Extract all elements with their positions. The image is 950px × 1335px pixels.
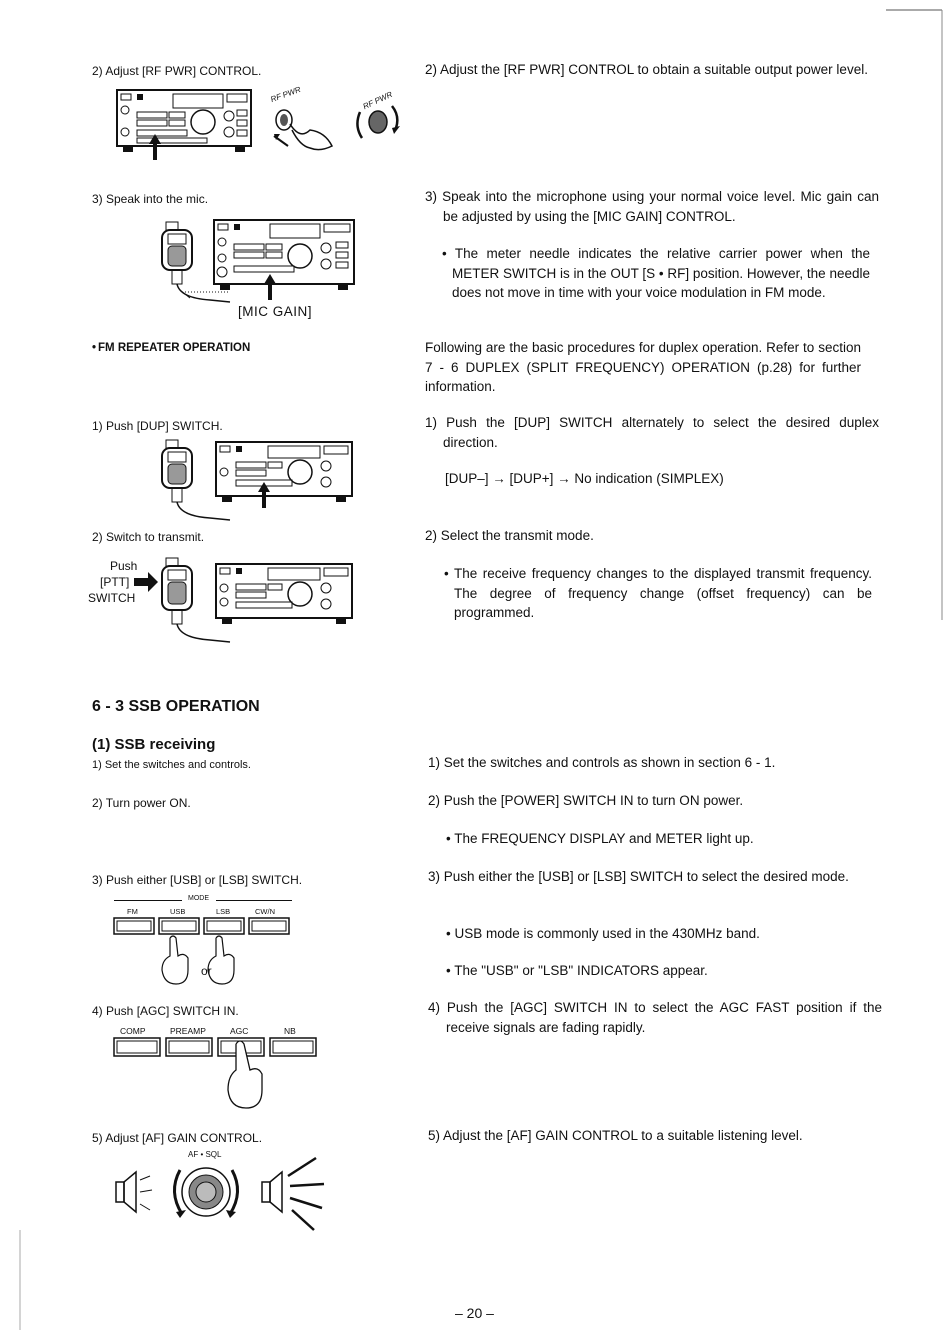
ssb-receiving-title: (1) SSB receiving (92, 736, 216, 753)
mic-step: 3) Speak into the mic. (92, 192, 209, 206)
ssb-step2-text: 2) Push the [POWER] SWITCH IN to turn ON power. (428, 793, 744, 808)
ssb-step5: 5) Adjust [AF] GAIN CONTROL. (92, 1131, 263, 1145)
rf-pwr-knob-label-1: RF PWR (269, 84, 302, 105)
agc-buttons-graphic (112, 1036, 322, 1116)
usb-bullet-text: USB mode is commonly used in the 430MHz band. (454, 926, 760, 941)
display-bullet (446, 829, 754, 849)
mode-label-cwn: CW/N (255, 907, 275, 916)
receive-bullet-text: The receive frequency changes to the displayed transmit frequency. The degree of frequency change (offset frequency) can be programmed. (453, 566, 872, 620)
ptt-radio-illustration (134, 558, 374, 648)
usb-bullet-dot: • (446, 926, 455, 941)
mode-title: MODE (188, 895, 209, 902)
ptt-label-ptt: [PTT] (100, 575, 130, 589)
dup-text: 1) Push the [DUP] SWITCH alternately to select the desired duplex direction. (425, 415, 879, 450)
duplex-intro: Following are the basic procedures for duplex operation. Refer to section 7 - 6 DUPLEX (SPLIT FREQUENCY) OPERATION (p.28) for further information. (425, 340, 861, 394)
ssb-section-title: 6 - 3 SSB OPERATION (92, 698, 260, 715)
ssb-step3-text: 3) Push either the [USB] or [LSB] SWITCH to select the desired mode. (428, 869, 849, 884)
ssb-step1: 1) Set the switches and controls. (92, 759, 251, 771)
dup-radio-illustration (160, 440, 360, 530)
indicator-bullet (446, 961, 708, 981)
af-knob-label: AF • SQL (188, 1150, 222, 1159)
mic-gain-label: [MIC GAIN] (238, 304, 313, 319)
meter-bullet-dot: • (442, 246, 455, 261)
agc-label-agc: AGC (230, 1026, 249, 1036)
rf-pwr-step: 2) Adjust [RF PWR] CONTROL. (92, 64, 262, 78)
radio-illustration-rf-pwr (115, 88, 255, 158)
transmit-step: 2) Switch to transmit. (92, 530, 205, 544)
mic-radio-illustration (160, 218, 360, 318)
page-number: – 20 – (455, 1305, 494, 1321)
hand-turning-knob-icon (270, 100, 340, 160)
display-bullet-text: The FREQUENCY DISPLAY and METER light up. (454, 831, 754, 846)
or-label: or (201, 964, 212, 978)
meter-bullet-text: The meter needle indicates the relative carrier power when the METER SWITCH is in the OUT [S • RF] position. However, the needle does not move in time with your voice modulation in FM mode. (452, 246, 870, 300)
ssb-step4: 4) Push [AGC] SWITCH IN. (92, 1004, 239, 1018)
receive-bullet-dot: • (444, 566, 454, 581)
ssb-step4-text: 4) Push the [AGC] SWITCH IN to select the AGC FAST position if the receive signals are fading rapidly. (428, 1000, 882, 1035)
mode-title-row (114, 895, 292, 905)
indicator-bullet-text: The "USB" or "LSB" INDICATORS appear. (454, 963, 708, 978)
meter-bullet (442, 244, 870, 303)
display-bullet-dot: • (446, 831, 455, 846)
transmit-text: 2) Select the transmit mode. (425, 528, 594, 543)
ssb-step3: 3) Push either [USB] or [LSB] SWITCH. (92, 873, 303, 887)
agc-label-comp: COMP (120, 1026, 146, 1036)
indicator-bullet-dot: • (446, 963, 455, 978)
af-gain-knob-illustration (110, 1158, 340, 1238)
mode-label-usb: USB (170, 907, 186, 916)
ssb-step5-text: 5) Adjust the [AF] GAIN CONTROL to a suitable listening level. (428, 1128, 803, 1143)
mode-label-fm: FM (127, 907, 138, 916)
receive-bullet (444, 564, 872, 623)
agc-label-nb: NB (284, 1026, 296, 1036)
ptt-label-push: Push (110, 559, 138, 573)
mode-label-lsb: LSB (216, 907, 231, 916)
mic-text: 3) Speak into the microphone using your normal voice level. Mic gain can be adjusted by using the [MIC GAIN] CONTROL. (425, 189, 879, 224)
agc-label-preamp: PREAMP (170, 1026, 206, 1036)
dup-sequence: [DUP–] → [DUP+] → No indication (SIMPLEX) (445, 471, 724, 486)
ptt-label-switch: SWITCH (88, 591, 136, 605)
rf-pwr-text: 2) Adjust the [RF PWR] CONTROL to obtain a suitable output power level. (425, 62, 868, 77)
rf-pwr-knob-label-2: RF PWR (361, 89, 394, 112)
dup-step: 1) Push [DUP] SWITCH. (92, 419, 223, 433)
ssb-step1-text: 1) Set the switches and controls as shown in section 6 - 1. (428, 755, 776, 770)
usb-bullet (446, 924, 760, 944)
ssb-step2: 2) Turn power ON. (92, 796, 191, 810)
rf-pwr-knob-icon (352, 100, 402, 150)
fm-repeater-heading: • FM REPEATER OPERATION (92, 342, 250, 354)
